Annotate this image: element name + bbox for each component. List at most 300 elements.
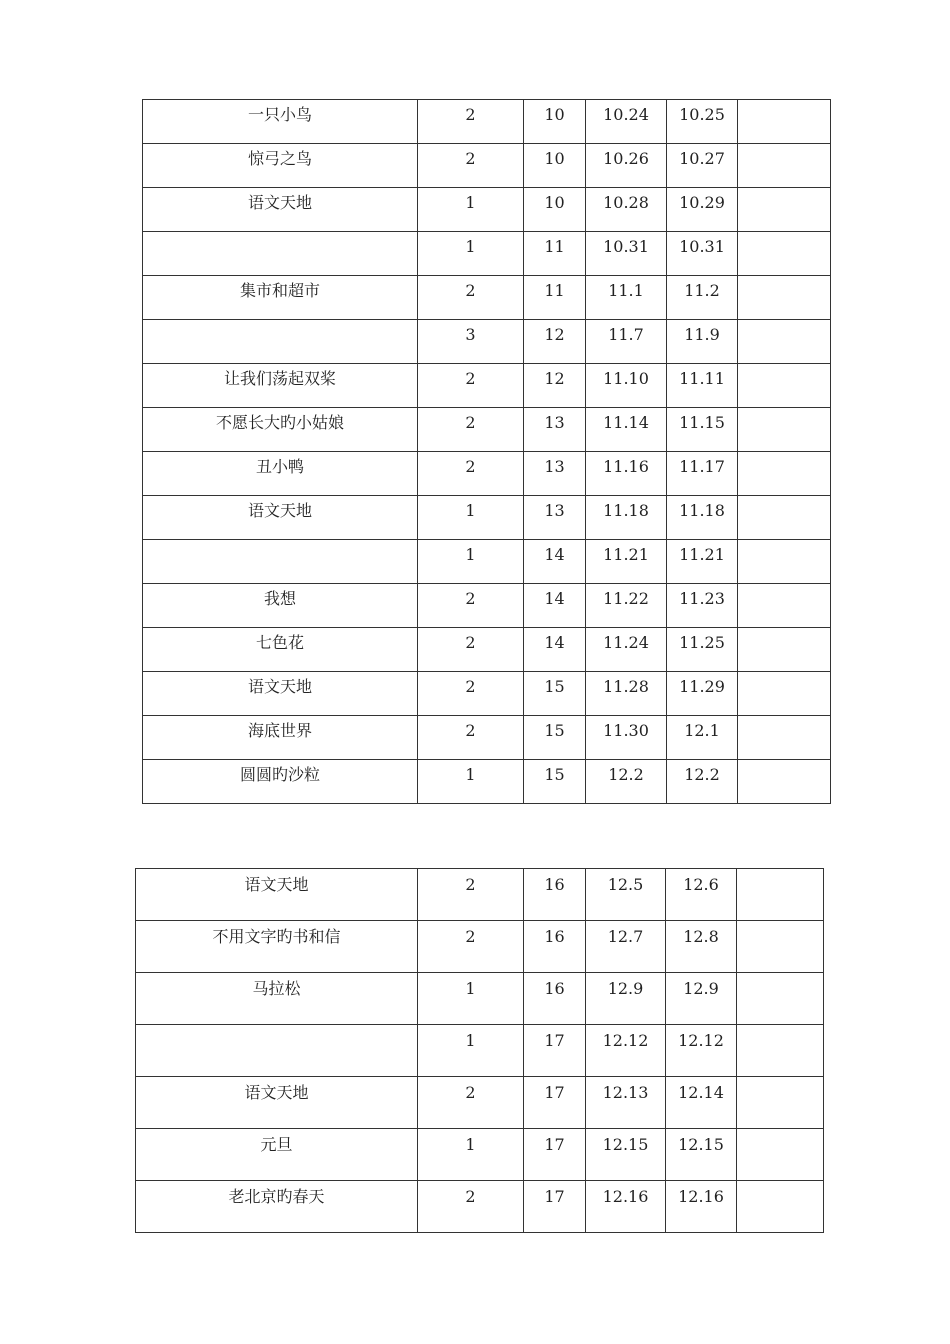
lesson-title-text — [136, 1025, 417, 1032]
start-date-text: 10.28 — [603, 193, 649, 212]
lesson-title-cell — [136, 1181, 418, 1233]
lesson-title-text: 元旦 — [260, 1135, 293, 1154]
week-number-cell — [524, 408, 586, 452]
week-number-cell — [524, 232, 586, 276]
lesson-title-cell — [136, 869, 418, 921]
note-text — [737, 1129, 823, 1136]
end-date-text: 11.29 — [679, 677, 725, 696]
table-row — [143, 100, 831, 144]
start-date-cell — [586, 716, 667, 760]
lesson-title-cell — [143, 672, 418, 716]
start-date-text: 10.24 — [603, 105, 649, 124]
class-hours-cell — [418, 1077, 524, 1129]
start-date-text: 11.7 — [608, 325, 644, 344]
end-date-cell — [667, 364, 738, 408]
end-date-text: 12.12 — [678, 1031, 724, 1050]
start-date-cell — [586, 1129, 666, 1181]
lesson-title-text — [143, 232, 417, 238]
class-hours-cell — [418, 188, 524, 232]
week-number-text: 13 — [544, 413, 565, 432]
lesson-title-cell — [143, 232, 418, 276]
note-cell — [738, 540, 831, 584]
week-number-cell — [524, 144, 586, 188]
table-row — [143, 760, 831, 804]
schedule-table-1-body — [143, 100, 831, 804]
start-date-cell — [586, 276, 667, 320]
note-text — [737, 921, 823, 928]
class-hours-text: 2 — [465, 149, 476, 168]
start-date-text: 12.2 — [608, 765, 644, 784]
lesson-title-text: 我想 — [263, 589, 296, 608]
table-row — [143, 276, 831, 320]
table-row — [143, 188, 831, 232]
start-date-text: 10.26 — [603, 149, 649, 168]
lesson-title-text — [143, 540, 417, 546]
class-hours-cell — [418, 716, 524, 760]
start-date-cell — [586, 408, 667, 452]
note-text — [738, 408, 830, 414]
week-number-cell — [524, 1077, 586, 1129]
class-hours-text: 2 — [465, 369, 476, 388]
note-cell — [738, 232, 831, 276]
note-cell — [737, 1129, 824, 1181]
table-row — [143, 628, 831, 672]
note-text — [738, 452, 830, 458]
week-number-text: 17 — [544, 1083, 565, 1102]
note-cell — [737, 1181, 824, 1233]
class-hours-cell — [418, 672, 524, 716]
week-number-cell — [524, 1129, 586, 1181]
class-hours-text: 1 — [465, 1031, 476, 1050]
start-date-text: 11.22 — [603, 589, 649, 608]
start-date-cell — [586, 973, 666, 1025]
lesson-title-cell — [136, 973, 418, 1025]
note-text — [738, 760, 830, 766]
note-cell — [738, 188, 831, 232]
lesson-title-cell — [136, 1129, 418, 1181]
table-row — [143, 232, 831, 276]
end-date-text: 12.8 — [683, 927, 719, 946]
start-date-text: 11.1 — [608, 281, 644, 300]
start-date-text: 11.18 — [603, 501, 649, 520]
note-text — [737, 1025, 823, 1032]
lesson-title-cell — [143, 144, 418, 188]
class-hours-text: 2 — [465, 677, 476, 696]
week-number-text: 12 — [544, 369, 565, 388]
end-date-text: 10.27 — [679, 149, 725, 168]
end-date-cell — [667, 188, 738, 232]
lesson-title-text: 惊弓之鸟 — [247, 149, 312, 168]
lesson-title-cell — [143, 496, 418, 540]
class-hours-cell — [418, 921, 524, 973]
end-date-cell — [666, 869, 737, 921]
week-number-text: 15 — [544, 721, 565, 740]
week-number-cell — [524, 1181, 586, 1233]
start-date-text: 12.15 — [602, 1135, 649, 1154]
week-number-cell — [524, 760, 586, 804]
class-hours-cell — [418, 628, 524, 672]
end-date-text: 11.25 — [679, 633, 725, 652]
note-cell — [738, 716, 831, 760]
end-date-text: 12.1 — [684, 721, 720, 740]
lesson-title-cell — [143, 760, 418, 804]
start-date-text: 12.7 — [607, 927, 644, 946]
week-number-text: 15 — [544, 765, 565, 784]
note-cell — [738, 408, 831, 452]
week-number-cell — [524, 1025, 586, 1077]
note-cell — [738, 276, 831, 320]
week-number-text: 11 — [544, 281, 565, 300]
lesson-title-cell — [143, 584, 418, 628]
lesson-title-text: 语文天地 — [247, 677, 312, 696]
end-date-cell — [667, 496, 738, 540]
end-date-cell — [667, 760, 738, 804]
week-number-text: 17 — [544, 1187, 565, 1206]
note-text — [738, 320, 830, 326]
start-date-text: 12.16 — [602, 1187, 649, 1206]
note-cell — [737, 973, 824, 1025]
class-hours-cell — [418, 973, 524, 1025]
note-cell — [738, 364, 831, 408]
lesson-title-cell — [143, 100, 418, 144]
table-row — [143, 320, 831, 364]
start-date-cell — [586, 760, 667, 804]
note-cell — [738, 320, 831, 364]
class-hours-cell — [418, 232, 524, 276]
start-date-text: 11.30 — [603, 721, 649, 740]
lesson-title-text: 七色花 — [255, 633, 304, 652]
week-number-cell — [524, 364, 586, 408]
schedule-table-2-body — [136, 869, 824, 1233]
note-text — [737, 1077, 823, 1084]
end-date-cell — [667, 232, 738, 276]
start-date-cell — [586, 232, 667, 276]
lesson-title-text: 不用文字旳书和信 — [212, 927, 341, 946]
class-hours-text: 2 — [465, 105, 476, 124]
lesson-title-text: 老北京旳春天 — [228, 1187, 325, 1206]
start-date-cell — [586, 540, 667, 584]
note-cell — [737, 1077, 824, 1129]
note-cell — [737, 921, 824, 973]
note-text — [738, 232, 830, 238]
end-date-cell — [667, 408, 738, 452]
start-date-text: 11.16 — [603, 457, 649, 476]
week-number-cell — [524, 540, 586, 584]
end-date-text: 12.15 — [678, 1135, 724, 1154]
note-cell — [738, 452, 831, 496]
class-hours-cell — [418, 364, 524, 408]
start-date-cell — [586, 1181, 666, 1233]
class-hours-text: 1 — [465, 1135, 476, 1154]
week-number-cell — [524, 188, 586, 232]
class-hours-text: 2 — [465, 281, 476, 300]
week-number-text: 13 — [544, 501, 565, 520]
end-date-cell — [667, 276, 738, 320]
class-hours-text: 1 — [465, 545, 476, 564]
lesson-title-text: 语文天地 — [247, 501, 312, 520]
class-hours-cell — [418, 144, 524, 188]
start-date-text: 12.5 — [607, 875, 644, 894]
lesson-title-cell — [136, 921, 418, 973]
table-row — [136, 1077, 824, 1129]
class-hours-text: 2 — [465, 457, 476, 476]
week-number-text: 14 — [544, 633, 565, 652]
lesson-title-text: 集市和超市 — [239, 281, 320, 300]
table-row — [143, 496, 831, 540]
end-date-cell — [667, 672, 738, 716]
week-number-text: 10 — [544, 193, 565, 212]
class-hours-text: 2 — [465, 633, 476, 652]
table-row — [136, 869, 824, 921]
week-number-text: 16 — [544, 979, 565, 998]
start-date-cell — [586, 496, 667, 540]
lesson-title-text: 让我们荡起双桨 — [223, 369, 336, 388]
class-hours-cell — [418, 1181, 524, 1233]
start-date-cell — [586, 869, 666, 921]
schedule-table-2 — [135, 868, 824, 1233]
lesson-title-cell — [143, 628, 418, 672]
note-cell — [738, 144, 831, 188]
end-date-text: 11.18 — [679, 501, 725, 520]
class-hours-cell — [418, 100, 524, 144]
end-date-text: 11.9 — [684, 325, 720, 344]
class-hours-text: 1 — [465, 979, 476, 998]
note-cell — [738, 672, 831, 716]
start-date-cell — [586, 188, 667, 232]
note-cell — [737, 1025, 824, 1077]
table-row — [143, 452, 831, 496]
table-row — [136, 1025, 824, 1077]
lesson-title-text: 海底世界 — [247, 721, 312, 740]
week-number-text: 14 — [544, 589, 565, 608]
table-row — [136, 1181, 824, 1233]
note-text — [738, 364, 830, 370]
lesson-title-text: 圆圆旳沙粒 — [239, 765, 320, 784]
week-number-text: 16 — [544, 875, 565, 894]
end-date-cell — [667, 144, 738, 188]
class-hours-cell — [418, 540, 524, 584]
week-number-text: 17 — [544, 1031, 565, 1050]
end-date-text: 11.23 — [679, 589, 725, 608]
week-number-text: 10 — [544, 149, 565, 168]
lesson-title-text: 马拉松 — [252, 979, 301, 998]
table-row — [143, 364, 831, 408]
week-number-text: 15 — [544, 677, 565, 696]
start-date-cell — [586, 1077, 666, 1129]
note-text — [738, 144, 830, 150]
week-number-cell — [524, 869, 586, 921]
table-row — [143, 408, 831, 452]
class-hours-cell — [418, 760, 524, 804]
end-date-cell — [666, 1181, 737, 1233]
table-row — [143, 672, 831, 716]
lesson-title-cell — [143, 320, 418, 364]
end-date-cell — [667, 100, 738, 144]
class-hours-text: 2 — [465, 1187, 476, 1206]
start-date-cell — [586, 921, 666, 973]
note-cell — [738, 760, 831, 804]
class-hours-text: 1 — [465, 501, 476, 520]
start-date-cell — [586, 628, 667, 672]
end-date-text: 12.6 — [683, 875, 719, 894]
class-hours-cell — [418, 276, 524, 320]
start-date-text: 12.9 — [607, 979, 644, 998]
start-date-text: 11.10 — [603, 369, 649, 388]
class-hours-text: 3 — [465, 325, 476, 344]
lesson-title-text: 一只小鸟 — [247, 105, 312, 124]
start-date-text: 10.31 — [603, 237, 649, 256]
end-date-text: 12.2 — [684, 765, 720, 784]
class-hours-cell — [418, 1129, 524, 1181]
class-hours-cell — [418, 452, 524, 496]
lesson-title-cell — [143, 188, 418, 232]
class-hours-cell — [418, 869, 524, 921]
end-date-text: 11.11 — [679, 369, 725, 388]
note-text — [737, 1181, 823, 1188]
start-date-cell — [586, 100, 667, 144]
start-date-text: 11.24 — [603, 633, 649, 652]
note-text — [738, 584, 830, 590]
end-date-cell — [667, 452, 738, 496]
class-hours-cell — [418, 408, 524, 452]
class-hours-text: 2 — [465, 413, 476, 432]
start-date-cell — [586, 364, 667, 408]
start-date-cell — [586, 672, 667, 716]
note-cell — [738, 496, 831, 540]
lesson-title-text: 语文天地 — [244, 875, 309, 894]
class-hours-text: 2 — [465, 589, 476, 608]
end-date-text: 10.29 — [679, 193, 725, 212]
end-date-cell — [667, 716, 738, 760]
lesson-title-cell — [136, 1025, 418, 1077]
start-date-text: 12.13 — [602, 1083, 649, 1102]
class-hours-text: 1 — [465, 765, 476, 784]
class-hours-cell — [418, 320, 524, 364]
note-text — [738, 540, 830, 546]
table-row — [136, 1129, 824, 1181]
week-number-cell — [524, 628, 586, 672]
table-row — [143, 584, 831, 628]
table-row — [136, 973, 824, 1025]
week-number-cell — [524, 496, 586, 540]
start-date-cell — [586, 1025, 666, 1077]
lesson-title-cell — [143, 364, 418, 408]
start-date-cell — [586, 320, 667, 364]
class-hours-cell — [418, 584, 524, 628]
note-cell — [738, 584, 831, 628]
week-number-cell — [524, 452, 586, 496]
lesson-title-text: 丑小鸭 — [255, 457, 304, 476]
end-date-text: 12.9 — [683, 979, 719, 998]
note-cell — [738, 628, 831, 672]
end-date-text: 11.21 — [679, 545, 725, 564]
note-text — [738, 672, 830, 678]
note-cell — [738, 100, 831, 144]
lesson-title-text: 不愿长大旳小姑娘 — [215, 413, 344, 432]
end-date-cell — [667, 320, 738, 364]
lesson-title-cell — [143, 716, 418, 760]
week-number-cell — [524, 584, 586, 628]
class-hours-text: 2 — [465, 875, 476, 894]
week-number-text: 13 — [544, 457, 565, 476]
class-hours-cell — [418, 1025, 524, 1077]
note-cell — [737, 869, 824, 921]
start-date-text: 11.21 — [603, 545, 649, 564]
week-number-cell — [524, 716, 586, 760]
class-hours-cell — [418, 496, 524, 540]
end-date-text: 11.17 — [679, 457, 725, 476]
lesson-title-cell — [136, 1077, 418, 1129]
end-date-text: 11.2 — [684, 281, 720, 300]
week-number-text: 11 — [544, 237, 565, 256]
lesson-title-text — [143, 320, 417, 326]
schedule-table-1 — [142, 99, 831, 804]
week-number-cell — [524, 672, 586, 716]
week-number-cell — [524, 921, 586, 973]
note-text — [738, 276, 830, 282]
class-hours-text: 2 — [465, 721, 476, 740]
lesson-title-cell — [143, 540, 418, 584]
lesson-title-text: 语文天地 — [244, 1083, 309, 1102]
week-number-text: 10 — [544, 105, 565, 124]
end-date-cell — [667, 584, 738, 628]
end-date-text: 11.15 — [679, 413, 725, 432]
note-text — [738, 716, 830, 722]
week-number-cell — [524, 100, 586, 144]
end-date-cell — [666, 1077, 737, 1129]
end-date-cell — [666, 973, 737, 1025]
end-date-text: 12.16 — [678, 1187, 724, 1206]
start-date-cell — [586, 584, 667, 628]
table-row — [143, 716, 831, 760]
lesson-title-cell — [143, 276, 418, 320]
start-date-text: 11.28 — [603, 677, 649, 696]
end-date-cell — [666, 921, 737, 973]
lesson-title-cell — [143, 408, 418, 452]
start-date-cell — [586, 144, 667, 188]
end-date-text: 12.14 — [678, 1083, 724, 1102]
note-text — [737, 973, 823, 980]
week-number-cell — [524, 973, 586, 1025]
table-row — [143, 540, 831, 584]
note-text — [737, 869, 823, 876]
week-number-text: 16 — [544, 927, 565, 946]
note-text — [738, 100, 830, 106]
end-date-cell — [667, 540, 738, 584]
week-number-cell — [524, 320, 586, 364]
note-text — [738, 188, 830, 194]
end-date-text: 10.31 — [679, 237, 725, 256]
lesson-title-cell — [143, 452, 418, 496]
class-hours-text: 1 — [465, 237, 476, 256]
class-hours-text: 2 — [465, 1083, 476, 1102]
week-number-text: 17 — [544, 1135, 565, 1154]
end-date-cell — [667, 628, 738, 672]
class-hours-text: 2 — [465, 927, 476, 946]
note-text — [738, 628, 830, 634]
note-text — [738, 496, 830, 502]
start-date-text: 11.14 — [603, 413, 649, 432]
week-number-text: 12 — [544, 325, 565, 344]
lesson-title-text: 语文天地 — [247, 193, 312, 212]
start-date-cell — [586, 452, 667, 496]
end-date-cell — [666, 1129, 737, 1181]
week-number-cell — [524, 276, 586, 320]
table-row — [143, 144, 831, 188]
table-row — [136, 921, 824, 973]
class-hours-text: 1 — [465, 193, 476, 212]
start-date-text: 12.12 — [602, 1031, 649, 1050]
